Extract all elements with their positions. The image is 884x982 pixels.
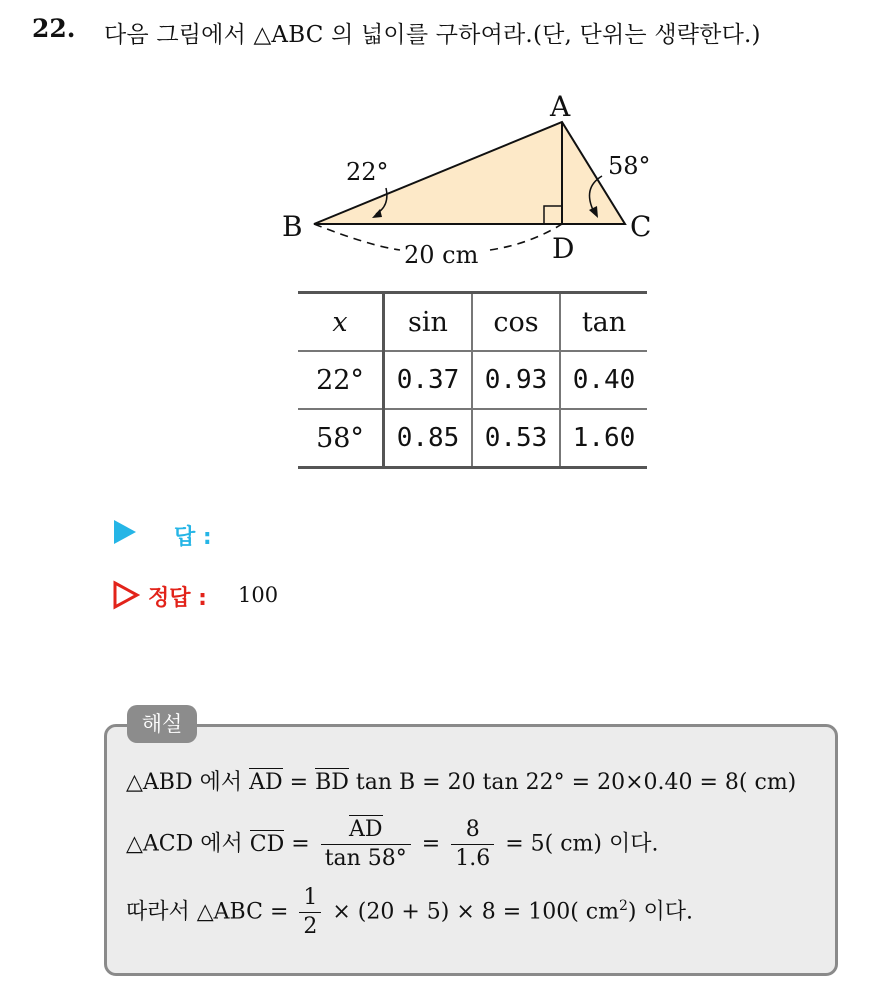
line1-rest: tan B = 20 tan 22° = 20×0.40 = 8( cm)	[348, 770, 797, 795]
line3-rest-b: ) 이다.	[627, 899, 693, 925]
vertex-label-a: A	[550, 90, 571, 123]
explanation-line-1	[126, 765, 796, 796]
segment-cd: CD	[249, 831, 285, 857]
table-cell-cos: 0.93	[472, 351, 560, 409]
question-number: 22.	[32, 14, 76, 43]
fraction-denominator: 1.6	[455, 846, 491, 871]
segment-ad: AD	[249, 770, 283, 795]
line2-rest: = 5( cm) 이다.	[498, 831, 659, 857]
table-cell-cos: 0.53	[472, 409, 560, 468]
superscript-two: 2	[618, 898, 628, 915]
vertex-label-b: B	[282, 210, 303, 243]
length-label-bd: 20 cm	[404, 241, 479, 269]
angle-label-b: 22°	[346, 158, 389, 186]
table-cell-tan: 0.40	[560, 351, 647, 409]
table-cell-angle: 22°	[298, 351, 384, 409]
line2-eq2: =	[414, 831, 448, 857]
segment-bd: BD	[315, 770, 349, 795]
question-text: 다음 그림에서 △ABC 의 넓이를 구하여라.(단, 단위는 생략한다.)	[104, 22, 761, 48]
line3-lead: 따라서 △ABC =	[126, 899, 296, 925]
correct-answer-label: 정답 :	[148, 586, 207, 611]
vertex-label-d: D	[552, 232, 575, 265]
triangle-figure	[280, 88, 680, 278]
fraction-ad-over-tan58	[321, 816, 411, 873]
table-cell-sin: 0.85	[384, 409, 473, 468]
outline-triangle-icon	[112, 580, 140, 610]
fraction-numerator: 8	[451, 816, 494, 845]
table-cell-tan: 1.60	[572, 423, 636, 453]
answer-label: 답 :	[174, 525, 212, 550]
line2-eq1: =	[284, 831, 317, 857]
correct-answer-value: 100	[238, 583, 279, 607]
fraction-denominator: tan 58°	[324, 846, 407, 871]
explanation-line-3	[126, 884, 693, 941]
table-header-tan: tan	[560, 293, 647, 352]
play-triangle-icon	[112, 518, 138, 546]
table-header-row	[298, 293, 647, 352]
line1-lead: △ABD 에서	[126, 770, 250, 795]
length-brace-bd	[314, 224, 400, 250]
explanation-line-2	[126, 816, 658, 873]
angle-label-c: 58°	[608, 152, 651, 180]
explanation-tag: 해설	[127, 705, 197, 743]
fraction-denominator: 2	[303, 914, 318, 939]
table-header-sin: sin	[384, 293, 473, 352]
trig-table	[298, 291, 647, 469]
table-header-x: x	[298, 293, 384, 352]
fraction-numerator: AD	[348, 817, 383, 842]
line2-lead: △ACD 에서	[126, 831, 250, 857]
table-header-cos: cos	[472, 293, 560, 352]
vertex-label-c: C	[630, 210, 652, 243]
table-cell-sin: 0.37	[384, 351, 473, 409]
table-row	[298, 409, 647, 468]
table-row	[298, 351, 647, 409]
line3-rest-a: × (20 + 5) × 8 = 100( cm	[325, 899, 619, 925]
fraction-one-half	[299, 884, 321, 941]
fraction-8-over-1-6	[451, 816, 494, 873]
table-cell-angle: 58°	[298, 409, 384, 468]
fraction-numerator: 1	[299, 884, 321, 913]
line1-eq: =	[282, 770, 316, 795]
